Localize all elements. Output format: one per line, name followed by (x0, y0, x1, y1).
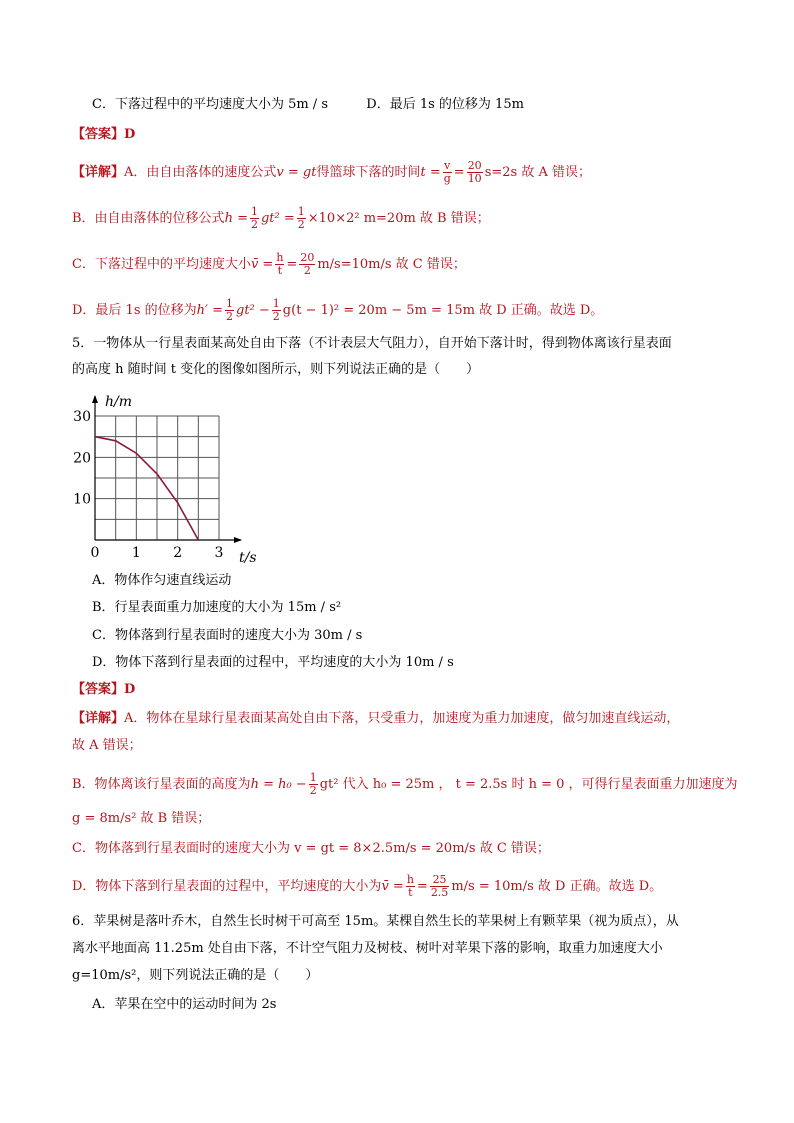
q5-detail-d: D．物体下落到行星表面的过程中，平均速度的大小为v̄ = $\frac{h}{t}$ = $\frac{25}{2.5}$ m/s = 10m/s 故 D 正确。故选 D。 (72, 873, 663, 899)
y-tick-label: 20 (73, 450, 91, 467)
q4-option-d: D．最后 1s 的位移为 15m (366, 97, 524, 112)
x-tick-label: 0 (90, 545, 100, 561)
q4-option-c-line (92, 96, 524, 114)
q5-option-c: C．物体落到行星表面时的速度大小为 30m / s (92, 628, 363, 643)
fraction: $\frac{1}{2}$ (272, 297, 280, 323)
fraction: $\frac{h}{t}$ (276, 251, 284, 277)
fraction: $\frac{1}{2}$ (226, 297, 233, 323)
q4-detail-c: C．下落过程中的平均速度大小v̄ = $\frac{h}{t}$ = $\frac{20}{2}$ m/s=10m/s 故 C 错误； (72, 251, 466, 277)
fraction: $\frac{1}{2}$ (250, 205, 258, 231)
q5-option-a: A．物体作匀速直线运动 (92, 573, 232, 588)
q5-option-d: D．物体下落到行星表面的过程中，平均速度的大小为 10m / s (92, 655, 454, 670)
q5-detail-b-line-2: g = 8m/s² 故 B 错误； (72, 811, 211, 826)
q5-stem-line-2: 的高度 h 随时间 t 变化的图像如图所示，则下列说法正确的是（ ） (72, 362, 480, 377)
q4-answer: 【答案】D (72, 127, 136, 142)
x-axis-arrow (234, 537, 242, 543)
q4-detail-b: B．由自由落体的位移公式h = $\frac{1}{2}$ gt² = $\frac{1}{2}$ ×10×2² m=20m 故 B 错误； (72, 205, 490, 231)
fraction: $\frac{20}{2}$ (300, 251, 315, 277)
y-tick-label: 10 (73, 491, 91, 508)
fraction: $\frac{25}{2.5}$ (430, 873, 449, 899)
x-tick-label: 3 (214, 545, 224, 561)
q5-answer: 【答案】D (72, 682, 136, 697)
fraction: $\frac{1}{2}$ (297, 205, 305, 231)
fraction: $\frac{h}{t}$ (406, 873, 414, 899)
q6-stem-line-3: g=10m/s²，则下列说法正确的是（ ） (72, 968, 319, 983)
y-axis-label: h/m (105, 394, 133, 410)
x-tick-label: 1 (131, 545, 141, 561)
fraction: $\frac{20}{10}$ (467, 159, 482, 185)
fraction: $\frac{1}{2}$ (309, 771, 317, 797)
y-axis-arrow (92, 395, 98, 403)
q5-height-time-graph (70, 392, 290, 574)
q6-option-a: A．苹果在空中的运动时间为 2s (92, 997, 277, 1012)
x-axis-label: t/s (239, 550, 257, 566)
q4-detail-d: D．最后 1s 的位移为h′ = $\frac{1}{2}$ gt² − $\frac{1}{2}$ g(t − 1)² = 20m − 5m = 15m 故 D 正确。故选 D。 (72, 297, 604, 323)
q5-detail-c: C．物体落到行星表面时的速度大小为 v = gt = 8×2.5m/s = 20m/s 故 C 错误； (72, 841, 550, 856)
q4-option-c: C．下落过程中的平均速度大小为 5m / s (92, 97, 328, 112)
fraction: $\frac{v}{g}$ (443, 159, 451, 185)
q6-stem-line-2: 离水平地面高 11.25m 处自由下落，不计空气阻力及树枝、树叶对苹果下落的影响，取重力加速度大小 (72, 941, 663, 956)
q5-detail-b: B．物体离该行星表面的高度为h = h₀ − $\frac{1}{2}$ gt² 代入 h₀ = 25m ， t = 2.5s 时 h = 0 ，可得行星表面重力加速度为 (72, 771, 738, 797)
q4-detail-a: 【详解】A．由自由落体的速度公式v = gt得篮球下落的时间t = $\frac{v}{g}$ = $\frac{20}{10}$ s=2s 故 A 错误； (72, 159, 591, 185)
q5-detail-a-line-2: 故 A 错误； (72, 738, 142, 753)
y-tick-label: 30 (73, 409, 91, 425)
q5-option-b: B．行星表面重力加速度的大小为 15m / s² (92, 600, 342, 615)
q5-stem-line-1: 5．一物体从一行星表面某高处自由下落（不计表层大气阻力），自开始下落计时，得到物体离该行星表面 (72, 336, 672, 351)
series-line (95, 437, 198, 540)
q5-detail-a-line-1: 【详解】A．物体在星球行星表面某高处自由下落，只受重力，加速度为重力加速度，做匀加速直线运动， (72, 711, 680, 726)
x-tick-label: 2 (173, 545, 183, 561)
q6-stem-line-1: 6．苹果树是落叶乔木，自然生长时树干可高至 15m。某棵自然生长的苹果树上有颗苹果（视为质点），从 (72, 914, 679, 929)
